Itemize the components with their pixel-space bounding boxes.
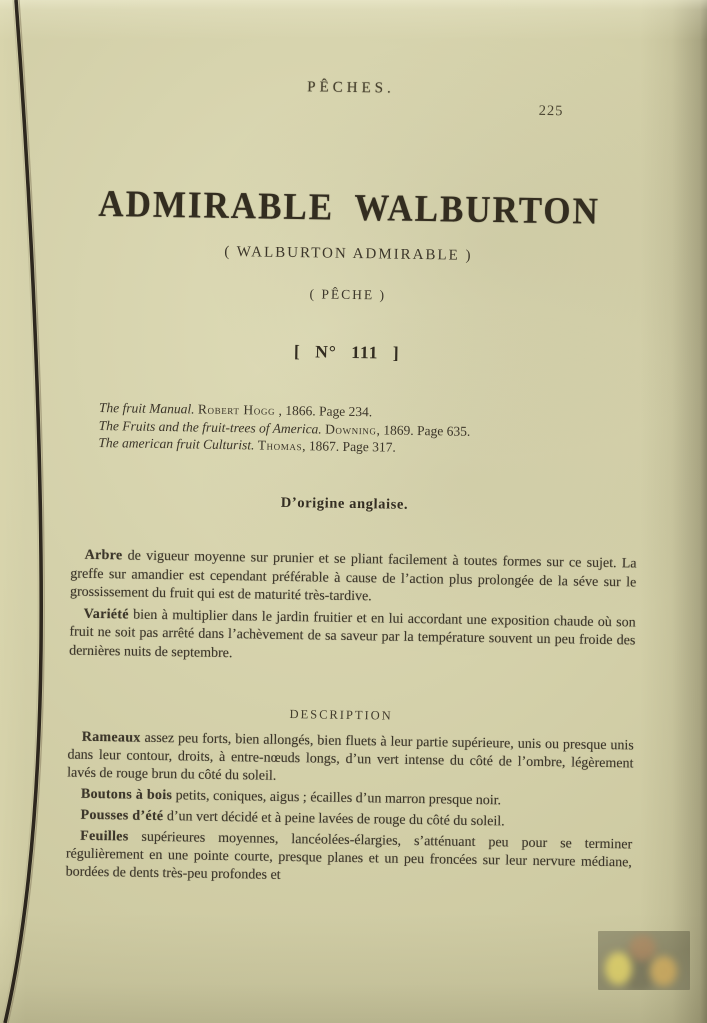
- description-heading: DESCRIPTION: [289, 707, 393, 723]
- variety-title: ADMIRABLE WALBURTON: [98, 182, 601, 233]
- paragraph-text: petits, coniques, aigus ; écailles d’un marron presque noir.: [175, 788, 502, 809]
- fruit-orange-blob: [650, 956, 677, 986]
- running-title: PÊCHES.: [307, 79, 395, 97]
- paragraph-rameaux: [67, 729, 634, 792]
- reference-work: The fruit Manual.: [98, 399, 195, 417]
- paragraph-text: bien à multiplier dans le jardin fruitier et en lui accordant une exposition chaude où son fruit ne soit pas arrêté dans l’achèvement de sa saveur par la température souvent un peu froide des dernières nuits de septembre.: [69, 607, 636, 662]
- culture-paragraphs: [69, 547, 637, 673]
- reference-list: [98, 399, 619, 460]
- paragraph-text: assez peu forts, bien allongés, bien fluets à leur partie supérieure, unis ou presque unis dans leur contour, droits, à entre-nœuds longs, d’un vert intense du côté de l’ombre, légèrement lavés de rouge brun du côté du soleil.: [67, 730, 634, 784]
- reference-author: Robert Hogg: [197, 401, 276, 418]
- page-number: 225: [538, 102, 564, 120]
- paragraph-text: supérieures moyennes, lancéolées-élargies, s’atténuant peu pour se terminer régulièrement en une pointe courte, presque planes et un peu froncées sur leur nervure médiane, bordées de dents très-peu profondes et: [65, 829, 633, 883]
- lead-word: Arbre: [84, 547, 123, 564]
- paragraph-variete: [69, 605, 636, 670]
- paragraph-feuilles: [66, 828, 633, 891]
- paragraph-text: de vigueur moyenne sur prunier et se pliant facilement à toutes formes sur ce sujet. La greffe sur amandier est cependant préférable à cause de l’action plus prolongée de la séve sur le grossissement du fruit qui est de maturité très-tardive.: [69, 548, 637, 605]
- description-paragraphs: [65, 729, 633, 894]
- catalog-number: [ N° 111 ]: [293, 341, 400, 363]
- reference-work: The american fruit Culturist.: [98, 434, 255, 453]
- fruit-yellow-blob: [605, 952, 632, 985]
- lead-word: Variété: [83, 606, 129, 623]
- photo-inset-watermark: [598, 931, 690, 990]
- variety-synonym: ( WALBURTON ADMIRABLE ): [224, 243, 473, 264]
- fruit-type-label: ( PÊCHE ): [309, 286, 387, 303]
- origin-note: D’origine anglaise.: [280, 494, 409, 513]
- fruit-red-blob: [629, 935, 656, 961]
- reference-author: Downing: [325, 421, 377, 437]
- reference-tail: , 1867. Page 317.: [302, 438, 396, 455]
- lead-word: Pousses d’été: [80, 807, 164, 825]
- lead-word: Rameaux: [81, 729, 141, 746]
- reference-tail: , 1866. Page 234.: [275, 402, 373, 420]
- lead-word: Boutons à bois: [80, 786, 173, 804]
- lead-word: Feuilles: [80, 828, 129, 845]
- reference-tail: , 1869. Page 635.: [376, 421, 471, 439]
- paragraph-text: d’un vert décidé et à peine lavées de rouge du côté du soleil.: [166, 809, 505, 830]
- paragraph-arbre: [70, 547, 637, 612]
- reference-author: Thomas: [257, 437, 303, 454]
- reference-work: The Fruits and the fruit-trees of America.: [98, 417, 322, 436]
